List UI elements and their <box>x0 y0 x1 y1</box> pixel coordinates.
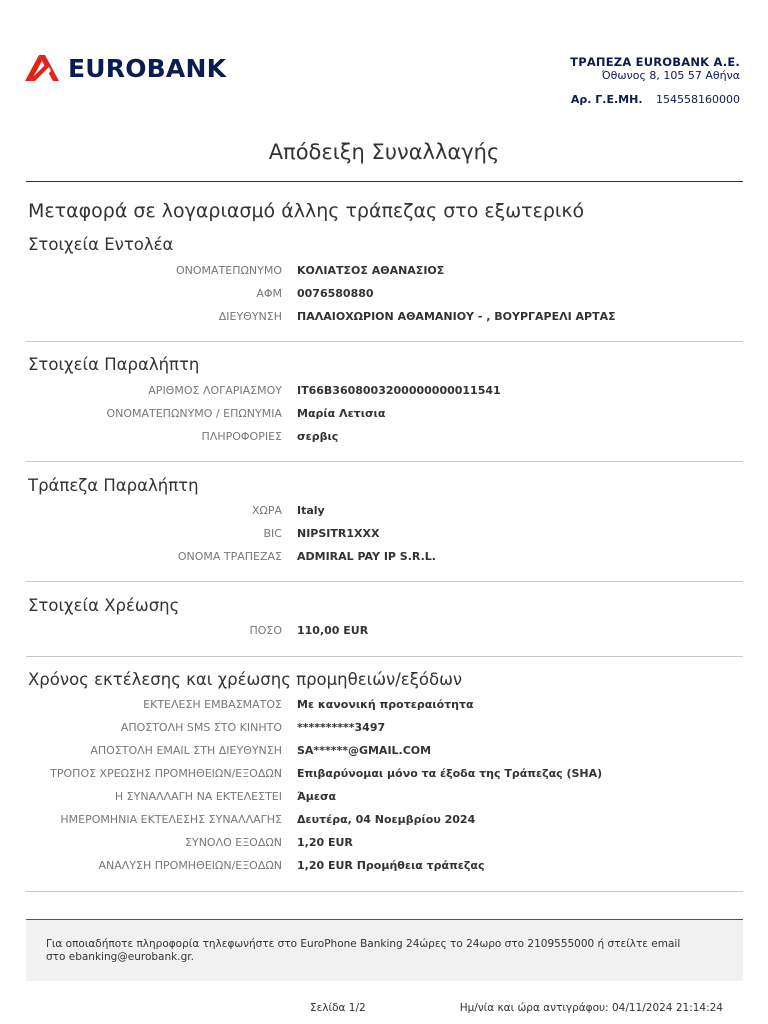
document-title: Απόδειξη Συναλλαγής <box>268 140 500 164</box>
field-value: Επιβαρύνομαι μόνο τα έξοδα της Τράπεζας (SHA) <box>297 767 603 780</box>
detail-row <box>26 429 743 445</box>
field-value: Italy <box>297 504 325 517</box>
field-value: IT66B3608003200000000011541 <box>297 384 501 397</box>
bank-name: ΤΡΑΠΕΖΑ EUROBANK A.E. <box>570 55 740 69</box>
logo-wordmark: EUROBANK <box>68 54 227 83</box>
footer-info-line-2: στο ebanking@eurobank.gr. <box>46 951 194 963</box>
title-divider <box>26 181 743 182</box>
field-value: ΠΑΛΑΙΟΧΩΡΙΟΝ ΑΘΑΜΑΝΙΟΥ - , ΒΟΥΡΓΑΡΕΛΙ ΑΡΤΑΣ <box>297 310 616 323</box>
field-label: Η ΣΥΝΑΛΛΑΓΗ ΝΑ ΕΚΤΕΛΕΣΤΕΙ <box>114 790 282 803</box>
bank-info <box>570 55 740 107</box>
field-value: ADMIRAL PAY IP S.R.L. <box>297 550 436 563</box>
section-divider <box>26 581 743 582</box>
field-label: ΑΠΟΣΤΟΛΗ EMAIL ΣΤΗ ΔΙΕΥΘΥΝΣΗ <box>90 744 282 757</box>
field-value: **********3497 <box>297 721 386 734</box>
section-divider <box>26 341 743 342</box>
page-header <box>0 0 768 120</box>
field-value: NIPSITR1XXX <box>297 527 380 540</box>
detail-row <box>26 503 743 519</box>
detail-row <box>26 835 743 851</box>
page-number: Σελίδα 1/2 <box>310 1002 366 1014</box>
section-title: Στοιχεία Εντολέα <box>28 235 174 254</box>
field-label: ΣΥΝΟΛΟ ΕΞΟΔΩΝ <box>185 836 282 849</box>
field-value: Μαρία Λετισια <box>297 407 386 420</box>
detail-row <box>26 406 743 422</box>
detail-row <box>26 623 743 639</box>
detail-row <box>26 743 743 759</box>
section-title: Στοιχεία Χρέωσης <box>28 596 180 615</box>
section-divider <box>26 891 743 892</box>
field-label: BIC <box>263 527 282 540</box>
field-value: Δευτέρα, 04 Νοεμβρίου 2024 <box>297 813 476 826</box>
eurobank-logo-icon <box>25 55 59 83</box>
field-value: 110,00 EUR <box>297 624 369 637</box>
field-label: ΟΝΟΜΑΤΕΠΩΝΥΜΟ <box>175 264 282 277</box>
field-label: ΠΟΣΟ <box>249 624 282 637</box>
transaction-type: Μεταφορά σε λογαριασμό άλλης τράπεζας στο εξωτερικό <box>28 200 585 222</box>
field-value: SA******@GMAIL.COM <box>297 744 432 757</box>
detail-row <box>26 309 743 325</box>
field-label: ΟΝΟΜΑΤΕΠΩΝΥΜΟ / ΕΠΩΝΥΜΙΑ <box>106 407 282 420</box>
registration-label: Αρ. Γ.Ε.ΜΗ. <box>570 93 643 106</box>
field-label: ΑΦΜ <box>256 287 282 300</box>
bank-registration <box>570 93 740 107</box>
detail-row <box>26 720 743 736</box>
section-title: Τράπεζα Παραλήπτη <box>28 476 199 495</box>
field-label: ΧΩΡΑ <box>251 504 282 517</box>
copy-datetime: Ημ/νία και ώρα αντιγράφου: 04/11/2024 21:14:24 <box>459 1002 723 1014</box>
detail-row <box>26 263 743 279</box>
registration-number: 154558160000 <box>656 93 740 106</box>
field-value: 1,20 EUR Προμήθεια τράπεζας <box>297 859 485 872</box>
field-label: ΟΝΟΜΑ ΤΡΑΠΕΖΑΣ <box>177 550 282 563</box>
section-divider <box>26 656 743 657</box>
detail-row <box>26 383 743 399</box>
field-value: Άμεσα <box>297 790 337 803</box>
field-value: 0076580880 <box>297 287 374 300</box>
field-label: ΑΡΙΘΜΟΣ ΛΟΓΑΡΙΑΣΜΟΥ <box>148 384 282 397</box>
detail-row <box>26 858 743 874</box>
detail-row <box>26 812 743 828</box>
field-value: Με κανονική προτεραιότητα <box>297 698 474 711</box>
detail-row <box>26 789 743 805</box>
field-label: ΑΠΟΣΤΟΛΗ SMS ΣΤΟ ΚΙΝΗΤΟ <box>120 721 282 734</box>
section-divider <box>26 461 743 462</box>
detail-row <box>26 697 743 713</box>
field-label: ΔΙΕΥΘΥΝΣΗ <box>218 310 282 323</box>
field-value: ΚΟΛΙΑΤΣΟΣ ΑΘΑΝΑΣΙΟΣ <box>297 264 445 277</box>
eurobank-logo <box>25 54 226 84</box>
footer-info-line-1: Για οποιαδήποτε πληροφορία τηλεφωνήστε στο EuroPhone Banking 24ώρες το 24ωρο στο 2109555000 ή στείλτε email <box>46 938 681 950</box>
footer-info-box <box>26 920 743 981</box>
field-label: ΤΡΟΠΟΣ ΧΡΕΩΣΗΣ ΠΡΟΜΗΘΕΙΩΝ/ΕΞΟΔΩΝ <box>50 767 282 780</box>
section-title: Χρόνος εκτέλεσης και χρέωσης προμηθειών/εξόδων <box>28 670 463 689</box>
section-title: Στοιχεία Παραλήπτη <box>28 355 200 374</box>
detail-row <box>26 549 743 565</box>
field-label: ΕΚΤΕΛΕΣΗ ΕΜΒΑΣΜΑΤΟΣ <box>143 698 282 711</box>
field-value: 1,20 EUR <box>297 836 353 849</box>
detail-row <box>26 766 743 782</box>
detail-row <box>26 286 743 302</box>
field-label: ΑΝΑΛΥΣΗ ΠΡΟΜΗΘΕΙΩΝ/ΕΞΟΔΩΝ <box>98 859 282 872</box>
bank-address: Όθωνος 8, 105 57 Αθήνα <box>601 69 740 82</box>
detail-row <box>26 526 743 542</box>
field-value: σερβις <box>297 430 339 443</box>
field-label: ΠΛΗΡΟΦΟΡΙΕΣ <box>201 430 282 443</box>
field-label: ΗΜΕΡΟΜΗΝΙΑ ΕΚΤΕΛΕΣΗΣ ΣΥΝΑΛΛΑΓΗΣ <box>60 813 282 826</box>
